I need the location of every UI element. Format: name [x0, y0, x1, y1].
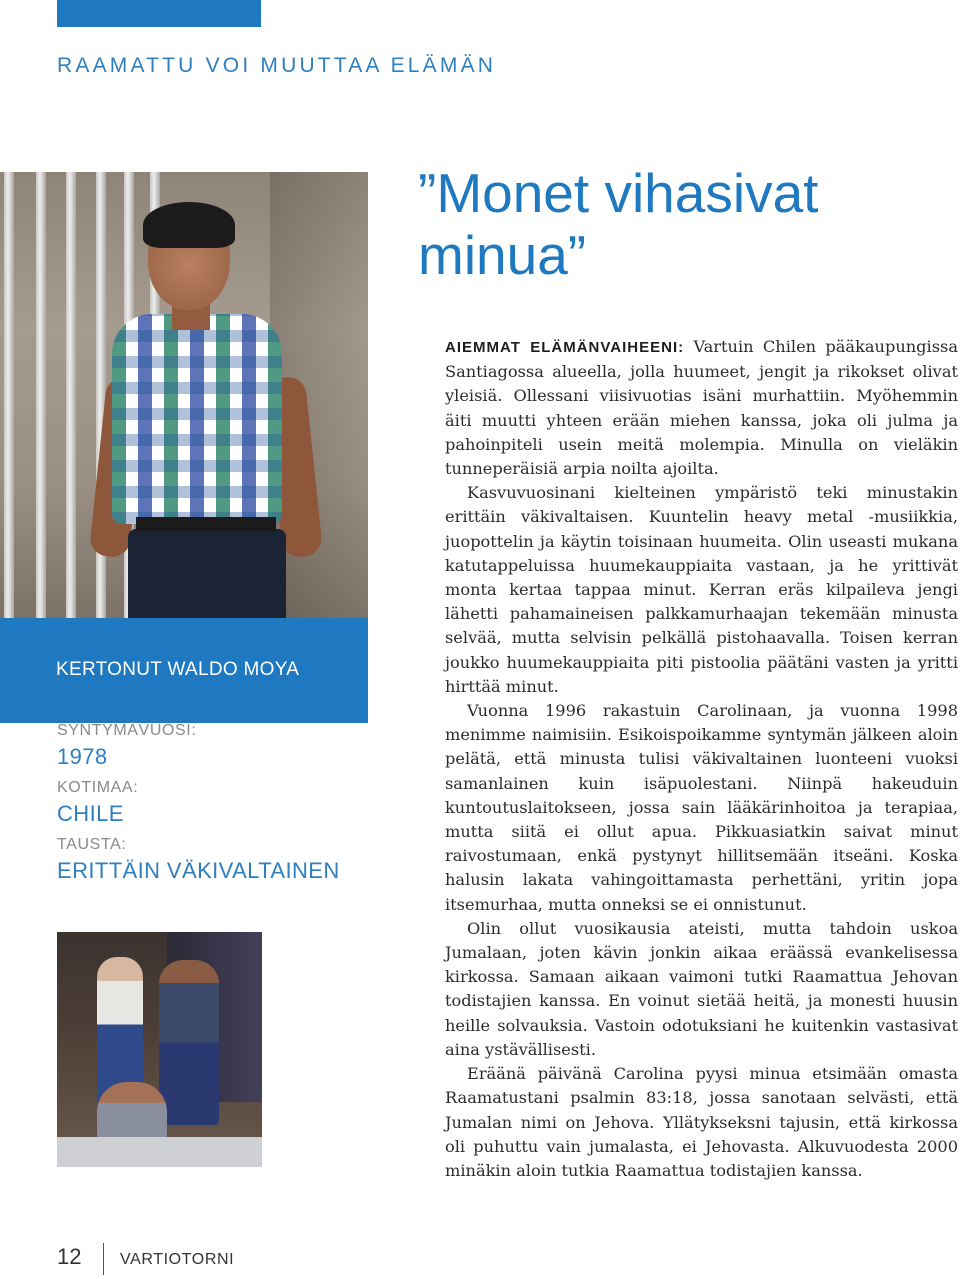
article-paragraph: [445, 335, 958, 481]
fence-bar: [66, 172, 76, 618]
publication-name: VARTIOTORNI: [120, 1251, 235, 1268]
article-paragraph: Kasvuvuosinani kielteinen ympäristö teki minustakin erittäin väkivaltaisen. Kuuntelin heavy metal -musiikkia, juopottelin ja käytin toisinaan huumeita. Olin useasti mukana katutappeluissa huumekauppiaita vastaan, ja he yrittivät monta kertaa tappaa minut. Kerran eräs kilpaileva jengi lähetti pahamaineisen palkkamurhaajan tekemään minusta selvää, mutta selvisin pelkällä pistohaavalla. Toisen kerran joukko huumekauppiaita piti pistoolia päätäni vasten ja yritti hirttää minut.: [445, 483, 958, 696]
person-shirt: [112, 314, 282, 524]
fact-value-country: CHILE: [57, 801, 124, 826]
page-number: 12: [57, 1244, 82, 1269]
paragraph-text: Vartuin Chilen pääkaupungissa Santiagossa alueella, jolla huumeet, jengit ja rikokset olivat yleisiä. Ollessani viisivuotias isäni murhattiin. Myöhemmin äiti muutti yhteen erään miehen kanssa, joka oli julma ja pahoinpiteli usein meitä molempia. Minulla on vieläkin tunneperäisiä arpia noilta ajoilta.: [445, 337, 958, 479]
article-paragraph: Vuonna 1996 rakastuin Carolinaan, ja vuonna 1998 menimme naimisiin. Esikoispoikamme syntymän jälkeen aloin pelätä, että minusta tulisi väkivaltainen luonteeni vuoksi samanlainen kuin isäpuolestani. Niinpä hakeuduin kuntoutuslaitokseen, jossa sain lääkärinhoitoa ja terapiaa, mutta siitä ei ollut apua. Pikkuasiatkin saivat minut raivostumaan, enkä pystynyt hillitsemään itseäni. Koska halusin lakata vahingoittamasta perhettäni, yritin jopa itsemurhaa, mutta onneksi se ei onnistunut.: [445, 701, 958, 914]
article-paragraph: Eräänä päivänä Carolina pyysi minua etsimään omasta Raamatustani psalmin 83:18, jossa sanotaan selvästi, että Jumalan nimi on Jehova. Yllätykseksni tajusin, että kirkossa oli puhuttu vain jumalasta, ei Jehovasta. Alkuvuodesta 2000 minäkin aloin tutkia Raamattua todistajien kanssa.: [445, 1064, 958, 1180]
person-hair: [143, 202, 235, 248]
fact-label-background: TAUSTA:: [57, 836, 127, 853]
folio-divider: [103, 1243, 104, 1275]
narrator-credit: KERTONUT WALDO MOYA: [56, 659, 300, 680]
fact-label-country: KOTIMAA:: [57, 779, 139, 796]
ground: [57, 1137, 262, 1167]
fact-value-background: ERITTÄIN VÄKIVALTAINEN: [57, 858, 340, 883]
portrait-photo: [0, 172, 368, 618]
top-accent-bar: [57, 0, 261, 27]
figure: [159, 960, 219, 1125]
fence-bar: [4, 172, 14, 618]
fence-bar: [36, 172, 46, 618]
article-headline: ”Monet vihasivat minua”: [418, 162, 819, 286]
lead-label: AIEMMAT ELÄMÄNVAIHEENI:: [445, 339, 685, 356]
earlier-life-photo: [57, 932, 262, 1167]
person-belt: [136, 517, 276, 531]
person-pants: [128, 529, 286, 618]
series-title: RAAMATTU VOI MUUTTAA ELÄMÄN: [57, 54, 497, 77]
article-paragraph: Olin ollut vuosikausia ateisti, mutta tahdoin uskoa Jumalaan, joten kävin jonkin aikaa eräässä evankelisessa kirkossa. Samaan aikaan vaimoni tutki Raamattua Jehovan todistajien kanssa. En voinut sietää heitä, ja monesti huusin heille solvauksia. Vastoin odotuksiani he kuitenkin vastasivat aina ystävällisesti.: [445, 918, 958, 1059]
fact-value-birth-year: 1978: [57, 744, 108, 769]
fact-label-birth-year: SYNTYMÄVUOSI:: [57, 722, 197, 739]
article-body: [445, 335, 958, 1183]
